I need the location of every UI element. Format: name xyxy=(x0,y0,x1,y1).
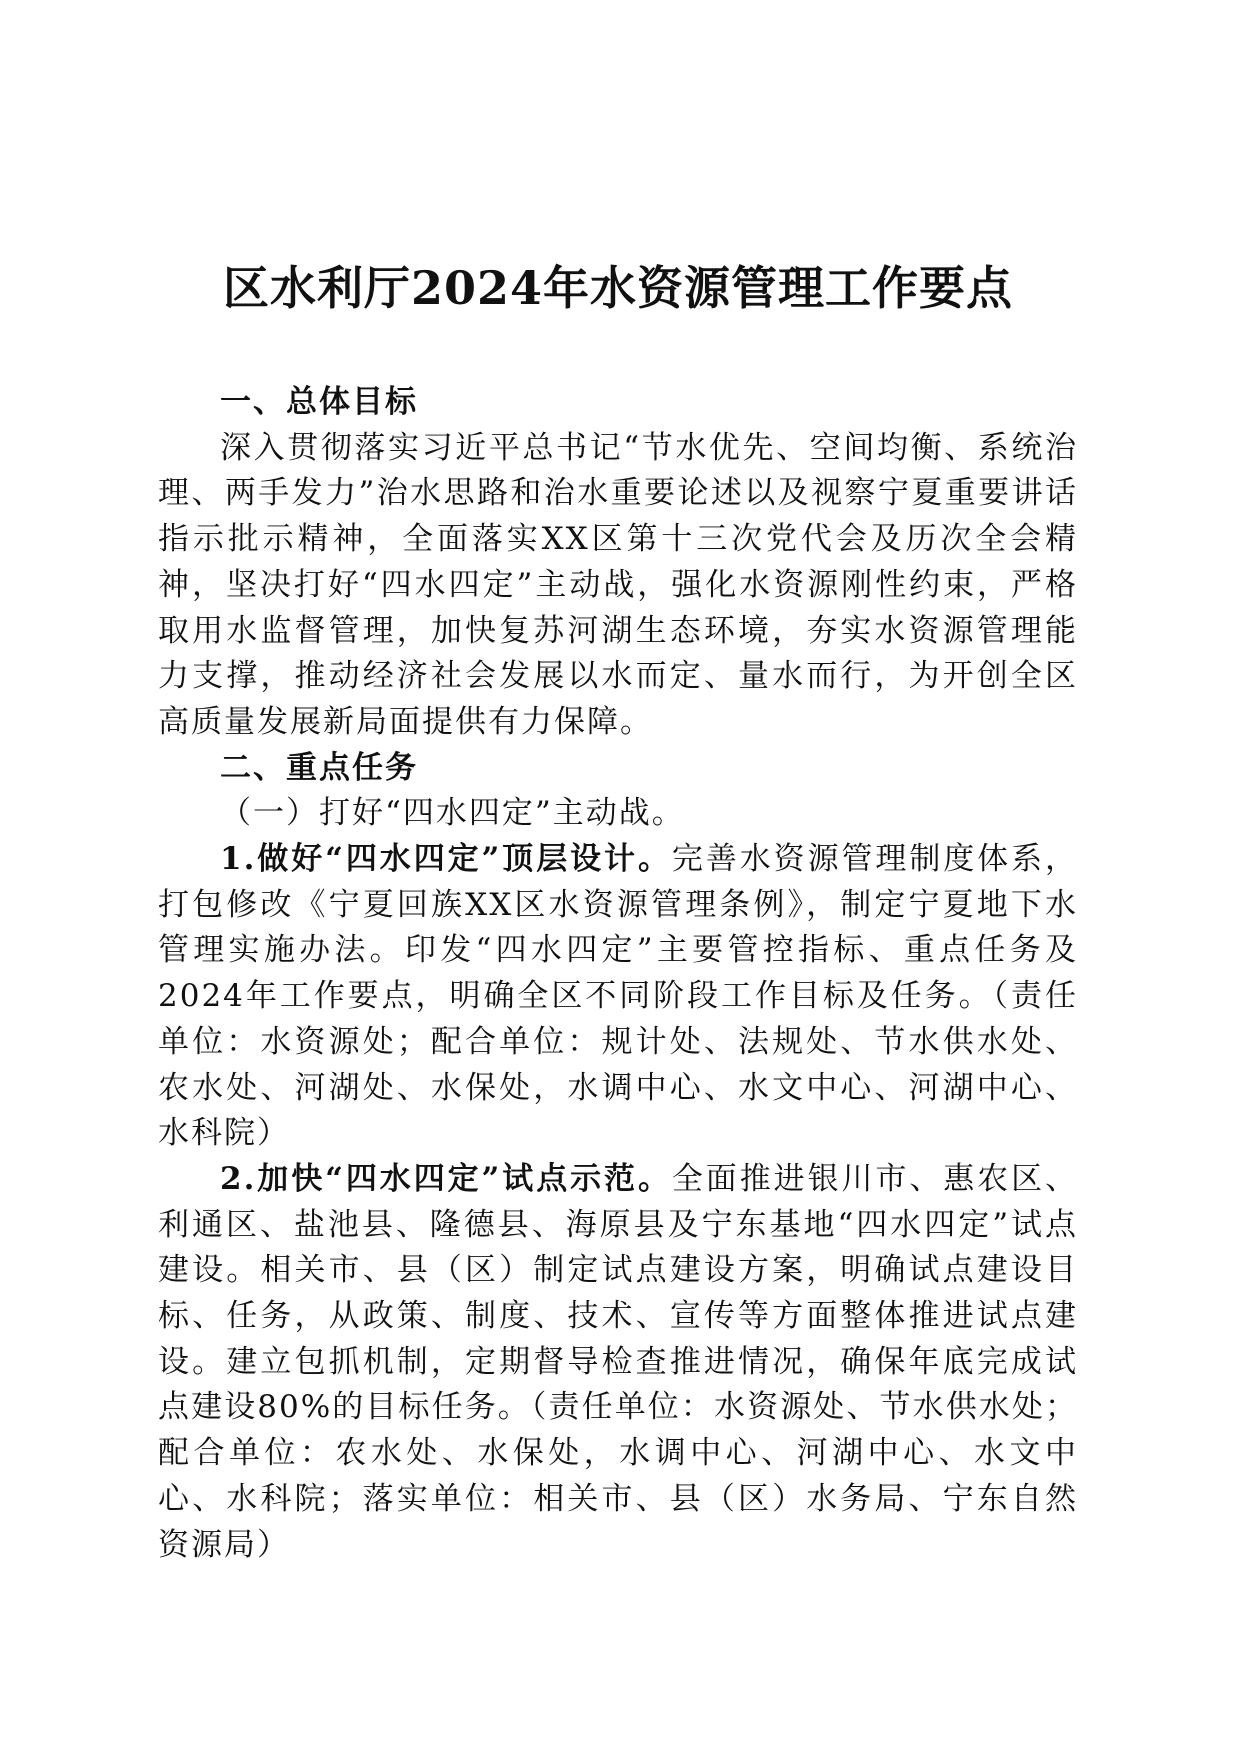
task-item-1-text: 完善水资源管理制度体系，打包修改《宁夏回族XX区水资源管理条例》，制定宁夏地下水管理实施办法。印发“四水四定”主要管控指标、重点任务及2024年工作要点，明确全区不同阶段工作目标及任务。（责任单位：水资源处；配合单位：规计处、法规处、节水供水处、农水处、河湖处、水保处，水调中心、水文中心、河湖中心、水科院） xyxy=(158,841,1078,1152)
task-item-2-lead: 2.加快“四水四定”试点示范。 xyxy=(220,1160,672,1197)
section-heading-goal: 一、总体目标 xyxy=(220,384,418,420)
goal-paragraph: 深入贯彻落实习近平总书记“节水优先、空间均衡、系统治理、两手发力”治水思路和治水重要论述以及视察宁夏重要讲话指示批示精神，全面落实XX区第十三次党代会及历次全会精神，坚决打好“四水四定”主动战，强化水资源刚性约束，严格取用水监督管理，加快复苏河湖生态环境，夯实水资源管理能力支撑，推动经济社会发展以水而定、量水而行，为开创全区高质量发展新局面提供有力保障。 xyxy=(158,429,1078,740)
document-page xyxy=(158,0,1078,1754)
document-body xyxy=(158,380,1078,1568)
task-item-2-text: 全面推进银川市、惠农区、利通区、盐池县、隆德县、海原县及宁东基地“四水四定”试点建设。相关市、县（区）制定试点建设方案，明确试点建设目标、任务，从政策、制度、技术、宣传等方面整体推进试点建设。建立包抓机制，定期督导检查推进情况，确保年底完成试点建设80%的目标任务。（责任单位：水资源处、节水供水处；配合单位：农水处、水保处，水调中心、河湖中心、水文中心、水科院；落实单位：相关市、县（区）水务局、宁东自然资源局） xyxy=(158,1160,1078,1563)
task-item-1-lead: 1.做好“四水四定”顶层设计。 xyxy=(220,841,672,878)
subsection-heading-1: （一）打好“四水四定”主动战。 xyxy=(220,795,685,832)
task-item-1 xyxy=(158,837,1078,1157)
document-title: 区水利厅2024年水资源管理工作要点 xyxy=(222,261,1014,315)
task-item-2 xyxy=(158,1157,1078,1568)
section-heading-tasks: 二、重点任务 xyxy=(220,749,418,786)
